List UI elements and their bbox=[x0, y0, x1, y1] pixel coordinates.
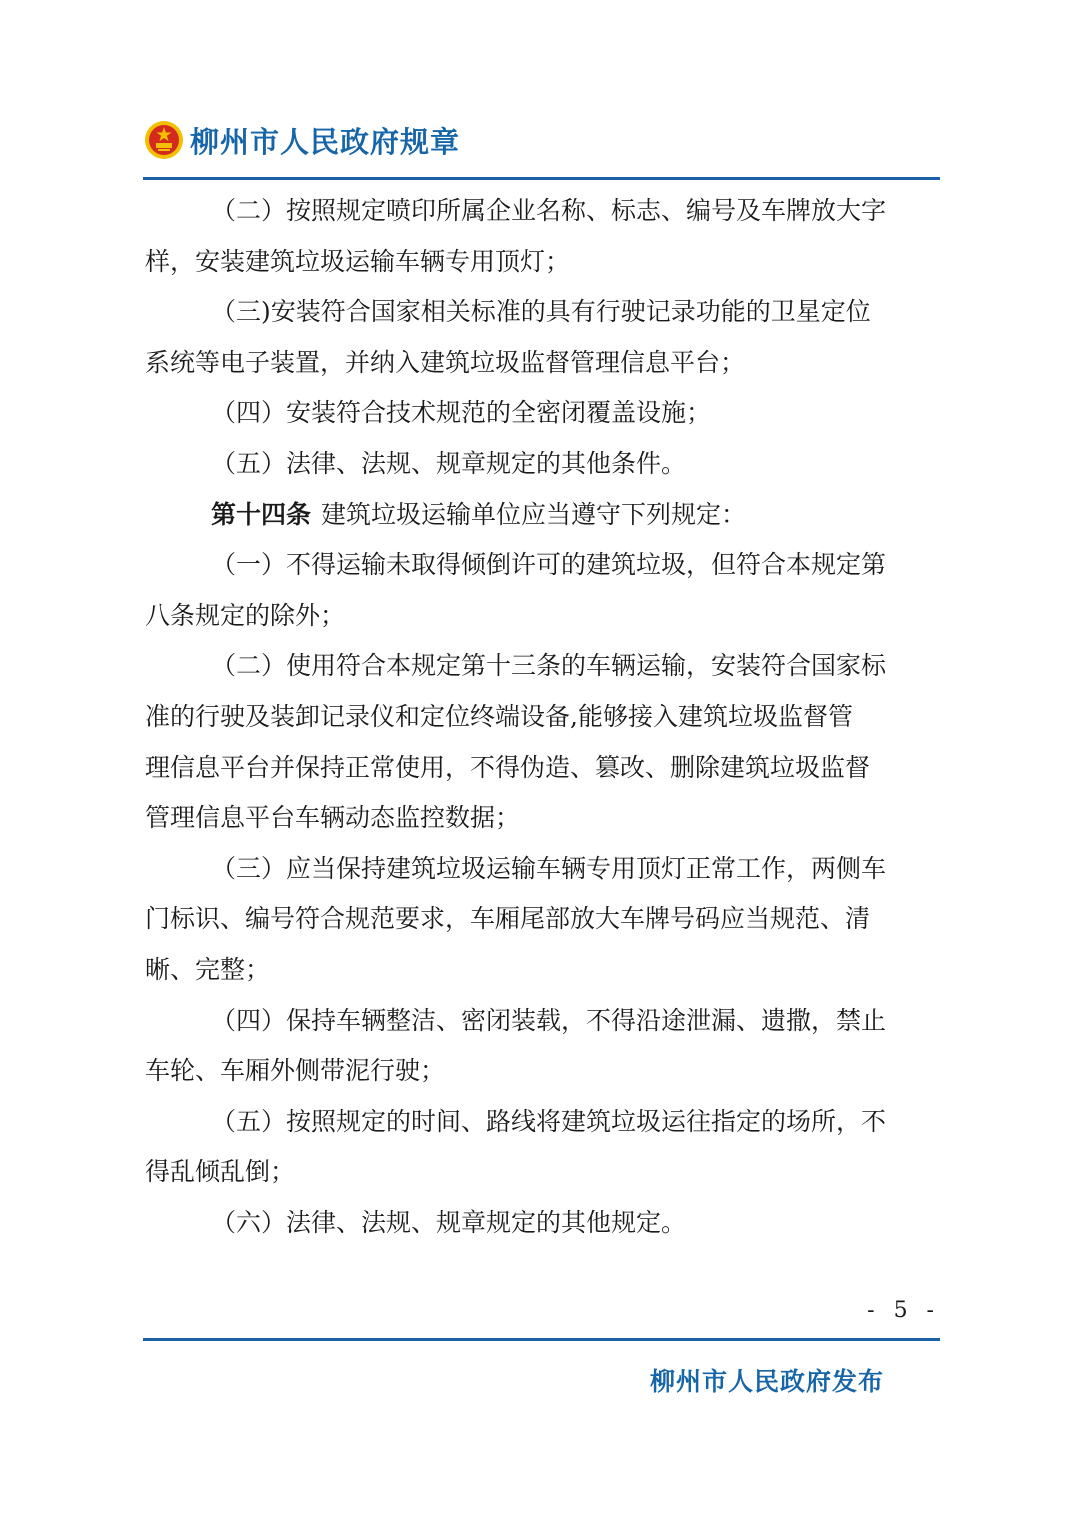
header-title: 柳州市人民政府规章 bbox=[190, 124, 461, 159]
article-text: 建筑垃圾运输单位应当遵守下列规定： bbox=[321, 499, 747, 529]
paragraph-line: 门标识、编号符合规范要求，车厢尾部放大车牌号码应当规范、清 bbox=[145, 904, 871, 934]
footer-divider bbox=[143, 1338, 940, 1341]
paragraph-line: 理信息平台并保持正常使用，不得伪造、篡改、删除建筑垃圾监督 bbox=[145, 752, 871, 782]
paragraph-line: 系统等电子装置，并纳入建筑垃圾监督管理信息平台； bbox=[145, 347, 746, 377]
paragraph-line: （四）保持车辆整洁、密闭装载，不得沿途泄漏、遗撒，禁止 bbox=[211, 1005, 887, 1035]
article-heading: 第十四条 bbox=[211, 499, 312, 529]
paragraph-line: （六）法律、法规、规章规定的其他规定。 bbox=[211, 1207, 687, 1237]
paragraph-line: （三）应当保持建筑垃圾运输车辆专用顶灯正常工作，两侧车 bbox=[211, 853, 887, 883]
document-body bbox=[145, 186, 941, 1248]
article-line bbox=[145, 490, 941, 541]
paragraph-line: 八条规定的除外； bbox=[145, 600, 346, 630]
national-emblem-icon bbox=[144, 120, 184, 160]
paragraph-line: （三)安装符合国家相关标准的具有行驶记录功能的卫星定位 bbox=[211, 297, 871, 327]
paragraph-line: 样，安装建筑垃圾运输车辆专用顶灯； bbox=[145, 246, 571, 276]
header-divider bbox=[143, 177, 940, 180]
page-header bbox=[144, 116, 460, 164]
paragraph-line: （五）法律、法规、规章规定的其他条件。 bbox=[211, 448, 687, 478]
paragraph-line: （一）不得运输未取得倾倒许可的建筑垃圾，但符合本规定第 bbox=[211, 550, 887, 580]
paragraph-line: （二）按照规定喷印所属企业名称、标志、编号及车牌放大字 bbox=[211, 196, 887, 225]
paragraph-line: 晰、完整； bbox=[145, 954, 271, 984]
paragraph-line: 得乱倾乱倒； bbox=[145, 1157, 296, 1187]
paragraph-line: 准的行驶及装卸记录仪和定位终端设备,能够接入建筑垃圾监督管 bbox=[145, 701, 853, 731]
paragraph-line: （四）安装符合技术规范的全密闭覆盖设施； bbox=[211, 398, 712, 428]
paragraph-line: （五）按照规定的时间、路线将建筑垃圾运往指定的场所，不 bbox=[211, 1106, 887, 1136]
paragraph-line: 车轮、车厢外侧带泥行驶； bbox=[145, 1056, 446, 1086]
paragraph-line: （二）使用符合本规定第十三条的车辆运输，安装符合国家标 bbox=[211, 651, 887, 681]
paragraph-line: 管理信息平台车辆动态监控数据； bbox=[145, 803, 521, 833]
footer-publisher: 柳州市人民政府发布 bbox=[650, 1367, 885, 1396]
page-number: - 5 - bbox=[867, 1298, 940, 1323]
